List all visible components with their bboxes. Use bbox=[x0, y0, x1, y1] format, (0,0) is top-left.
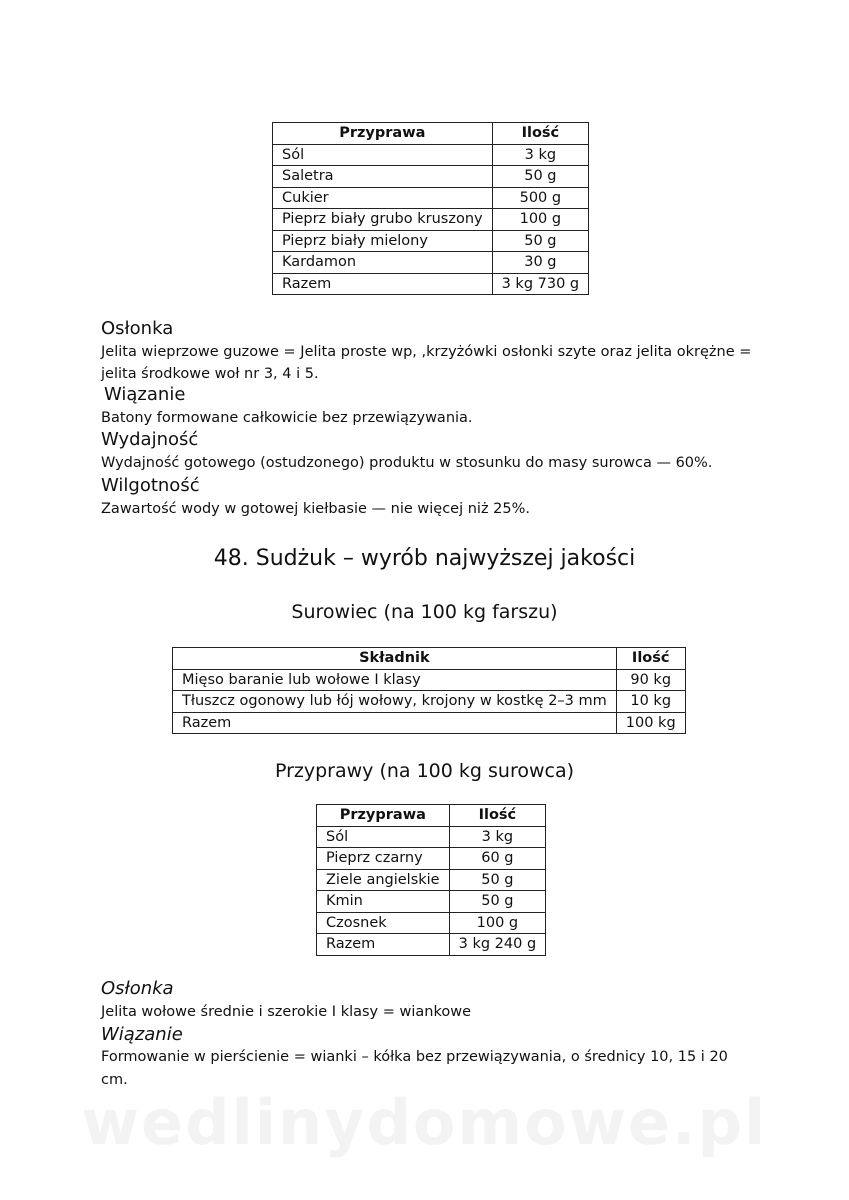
table-cell: Ziele angielskie bbox=[317, 869, 450, 891]
spice-table-1 bbox=[272, 122, 589, 295]
tying-text-line: Formowanie w pierścienie = wianki – kółka bez przewiązywania, o średnicy 10, 15 i 20 bbox=[101, 1049, 728, 1065]
table-cell: 50 g bbox=[449, 891, 546, 913]
table-cell: Sól bbox=[317, 826, 450, 848]
table-row bbox=[273, 209, 589, 231]
table-cell: 50 g bbox=[492, 230, 589, 252]
table-row bbox=[273, 187, 589, 209]
casing-text: Jelita wołowe średnie i szerokie I klasy = wiankowe bbox=[101, 1004, 472, 1020]
table-cell: Mięso baranie lub wołowe I klasy bbox=[173, 669, 617, 691]
table-cell: Razem bbox=[173, 712, 617, 734]
table-header-row bbox=[273, 123, 589, 145]
casing-heading: Osłonka bbox=[101, 318, 174, 339]
table-cell: 500 g bbox=[492, 187, 589, 209]
tying-heading: Wiązanie bbox=[101, 1024, 183, 1045]
table-row bbox=[317, 912, 546, 934]
table-cell: 100 g bbox=[492, 209, 589, 231]
moisture-heading: Wilgotność bbox=[101, 475, 200, 496]
ingredients-table bbox=[172, 647, 686, 734]
table-cell: 50 g bbox=[449, 869, 546, 891]
table-row bbox=[273, 166, 589, 188]
table-row bbox=[273, 252, 589, 274]
spice-table-2 bbox=[316, 804, 546, 956]
table-header-row bbox=[173, 648, 686, 670]
table-cell: Tłuszcz ogonowy lub łój wołowy, krojony w kostkę 2–3 mm bbox=[173, 691, 617, 713]
raw-material-title: Surowiec (na 100 kg farszu) bbox=[291, 601, 558, 623]
column-header-ingredient: Składnik bbox=[173, 648, 617, 670]
casing-text-line: jelita środkowe woł nr 3, 4 i 5. bbox=[101, 366, 319, 382]
table-row bbox=[173, 712, 686, 734]
casing-text-line: Jelita wieprzowe guzowe = Jelita proste wp, ,krzyżówki osłonki szyte oraz jelita okrężne = bbox=[101, 344, 752, 360]
column-header-amount: Ilość bbox=[449, 805, 546, 827]
table-cell: 3 kg 240 g bbox=[449, 934, 546, 956]
table-cell: Razem bbox=[317, 934, 450, 956]
table-row bbox=[317, 934, 546, 956]
table-cell: 100 g bbox=[449, 912, 546, 934]
table-cell: 30 g bbox=[492, 252, 589, 274]
column-header-spice: Przyprawa bbox=[273, 123, 493, 145]
table-row bbox=[173, 691, 686, 713]
table-row bbox=[273, 144, 589, 166]
table-row bbox=[273, 230, 589, 252]
table-cell: 10 kg bbox=[616, 691, 685, 713]
moisture-text: Zawartość wody w gotowej kiełbasie — nie więcej niż 25%. bbox=[101, 501, 531, 517]
table-cell: Kardamon bbox=[273, 252, 493, 274]
table-row bbox=[317, 869, 546, 891]
tying-text-line: cm. bbox=[101, 1072, 128, 1088]
table-cell: Kmin bbox=[317, 891, 450, 913]
casing-heading: Osłonka bbox=[101, 978, 174, 999]
table-cell: 50 g bbox=[492, 166, 589, 188]
column-header-amount: Ilość bbox=[616, 648, 685, 670]
table-cell: Pieprz biały mielony bbox=[273, 230, 493, 252]
table-cell: 3 kg bbox=[492, 144, 589, 166]
table-cell: Cukier bbox=[273, 187, 493, 209]
table-row bbox=[317, 891, 546, 913]
yield-heading: Wydajność bbox=[101, 429, 199, 450]
table-cell: Saletra bbox=[273, 166, 493, 188]
table-cell: 100 kg bbox=[616, 712, 685, 734]
tying-heading: Wiązanie bbox=[104, 384, 186, 405]
yield-text: Wydajność gotowego (ostudzonego) produktu w stosunku do masy surowca — 60%. bbox=[101, 455, 713, 471]
spices-title: Przyprawy (na 100 kg surowca) bbox=[274, 760, 575, 782]
table-row bbox=[317, 826, 546, 848]
tying-text: Batony formowane całkowicie bez przewiązywania. bbox=[101, 410, 473, 426]
table-cell: 60 g bbox=[449, 848, 546, 870]
table-cell: 3 kg bbox=[449, 826, 546, 848]
table-header-row bbox=[317, 805, 546, 827]
table-cell: Czosnek bbox=[317, 912, 450, 934]
table-cell: Pieprz biały grubo kruszony bbox=[273, 209, 493, 231]
table-row bbox=[317, 848, 546, 870]
recipe-title: 48. Sudżuk – wyrób najwyższej jakości bbox=[213, 546, 636, 571]
table-row bbox=[273, 273, 589, 295]
table-cell: 90 kg bbox=[616, 669, 685, 691]
table-cell: 3 kg 730 g bbox=[492, 273, 589, 295]
table-cell: Sól bbox=[273, 144, 493, 166]
watermark: wedlinydomowe.pl bbox=[81, 1086, 768, 1159]
table-row bbox=[173, 669, 686, 691]
table-cell: Razem bbox=[273, 273, 493, 295]
column-header-spice: Przyprawa bbox=[317, 805, 450, 827]
table-cell: Pieprz czarny bbox=[317, 848, 450, 870]
column-header-amount: Ilość bbox=[492, 123, 589, 145]
